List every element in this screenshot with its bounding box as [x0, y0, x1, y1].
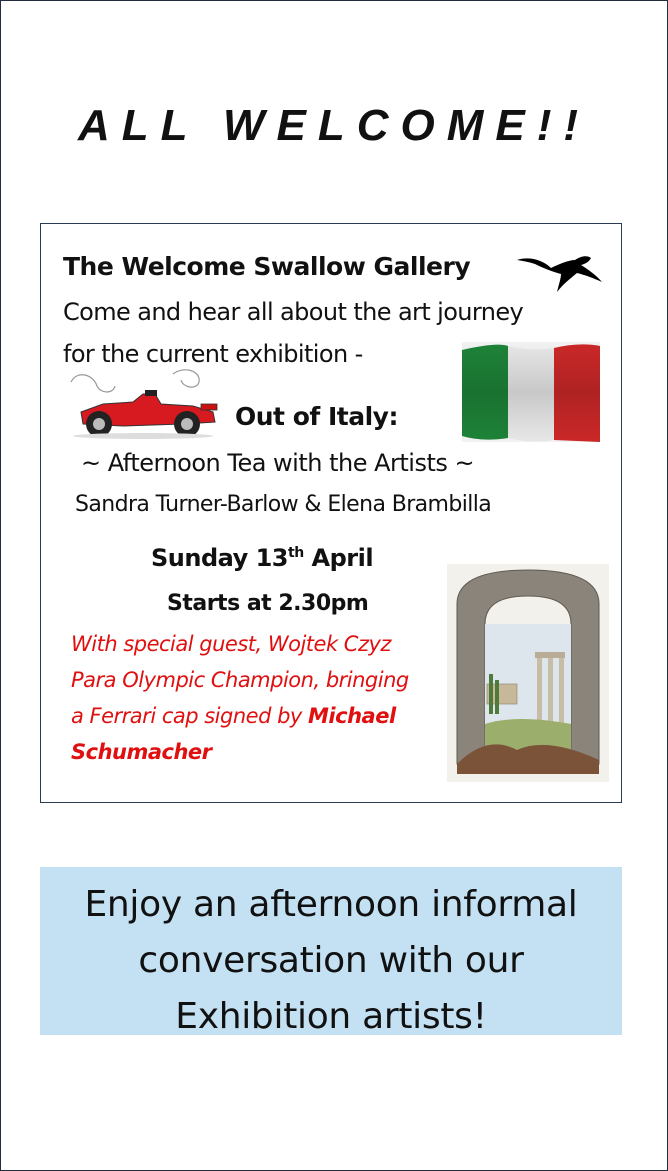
headline: ALL WELCOME!! [77, 101, 591, 150]
date-ordinal: th [288, 545, 304, 561]
exhibition-title: Out of Italy: [235, 402, 398, 431]
guest-line-1: With special guest, Wojtek Czyz [71, 632, 391, 656]
gallery-name: The Welcome Swallow Gallery [63, 252, 471, 281]
italian-flag [462, 342, 600, 442]
intro-line-1: Come and hear all about the art journey [63, 298, 524, 326]
special-guest-text [71, 626, 451, 770]
guest-name-last: Schumacher [71, 740, 212, 764]
event-line: ~ Afternoon Tea with the Artists ~ [81, 449, 475, 477]
info-line-3: Exhibition artists! [175, 996, 487, 1037]
intro-line-2: for the current exhibition - [63, 340, 363, 368]
guest-name-first: Michael [308, 704, 396, 728]
guest-line-3: a Ferrari cap signed by [71, 704, 309, 728]
info-line-2: conversation with our [138, 940, 524, 981]
roman-arch-painting [447, 564, 609, 782]
guest-line-2: Para Olympic Champion, bringing [71, 668, 409, 692]
date-month: April [303, 544, 374, 572]
info-banner [40, 867, 622, 1035]
ferrari-car-image [63, 364, 225, 440]
info-line-1: Enjoy an afternoon informal [84, 884, 578, 925]
swallow-icon [515, 250, 603, 294]
artist-names: Sandra Turner-Barlow & Elena Brambilla [75, 492, 492, 517]
event-card [40, 223, 622, 803]
start-time: Starts at 2.30pm [167, 591, 369, 616]
date-day: Sunday 13 [151, 544, 288, 572]
info-text [40, 877, 622, 1045]
event-date [151, 544, 373, 572]
